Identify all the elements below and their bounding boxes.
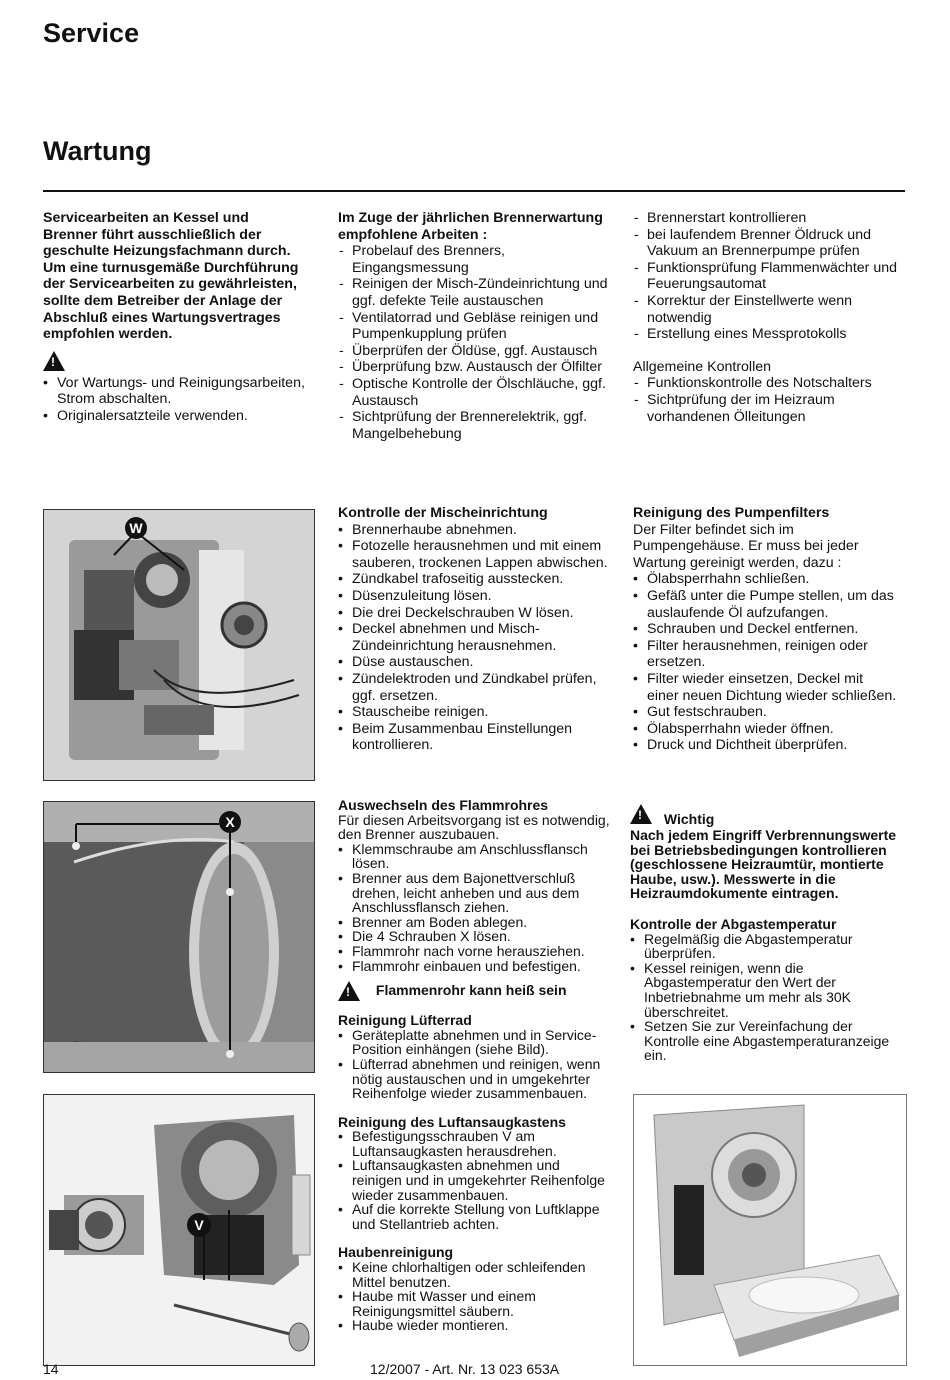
- list-item: • Brenner am Boden ablegen.: [338, 915, 613, 930]
- intro-text: Servicearbeiten an Kessel und Brenner führt ausschließlich der geschulte Heizungsfachmann durch. Um eine turnusgemäße Durchführung der Servicearbeiten zu gewährleisten, sollte dem Betreiber der Anlage der Abschluß eines Wartungsvertrages empfohlen werden.: [43, 210, 299, 343]
- checks-column: [633, 210, 908, 425]
- list-item: • Ölabsperrhahn wieder öffnen.: [633, 721, 898, 738]
- burner-mixing-photo: [43, 509, 315, 781]
- page-number: 14: [43, 1361, 59, 1377]
- pump-intro: Der Filter befindet sich im Pumpengehäuse. Er muss bei jeder Wartung gereinigt werden, dazu :: [633, 521, 859, 571]
- intro-column: [43, 210, 305, 425]
- important-text: Nach jedem Eingriff Verbrennungswerte bei Betriebsbedingungen kontrollieren (geschlossene Heizraumtür, montierte Haube, usw.). Messwerte in die Heizraumdokumente eintragen.: [630, 827, 897, 902]
- list-item: • Luftansaugkasten abnehmen und reinigen und in umgekehrter Reihenfolge wieder zusammenbauen.: [338, 1158, 613, 1202]
- list-item: • Druck und Dichtheit überprüfen.: [633, 737, 898, 754]
- general-heading: Allgemeine Kontrollen: [633, 358, 772, 375]
- list-item: • Kessel reinigen, wenn die Abgastemperatur den Wert der Inbetriebnahme um mehr als 30K überschreitet.: [630, 961, 905, 1019]
- air-intake-photo: [633, 1094, 907, 1366]
- list-item: • Flammrohr nach vorne herausziehen.: [338, 944, 613, 959]
- pump-list: [633, 571, 898, 754]
- fan-heading: Reinigung Lüfterrad: [338, 1012, 472, 1029]
- list-item: • Filter wieder einsetzen, Deckel mit einer neuen Dichtung wieder schließen.: [633, 671, 898, 704]
- w-marker: W: [129, 520, 143, 536]
- x-marker: X: [225, 814, 235, 830]
- flame-tube-section: [338, 798, 613, 1333]
- list-item: • Flammrohr einbauen und befestigen.: [338, 959, 613, 974]
- list-item: • Auf die korrekte Stellung von Luftklappe und Stellantrieb achten.: [338, 1202, 613, 1231]
- annual-heading: Im Zuge der jährlichen Brennerwartung empfohlene Arbeiten :: [338, 210, 603, 243]
- flame-tube-list: [338, 842, 613, 973]
- list-item: • Düse austauschen.: [338, 654, 613, 671]
- warning-icon: !: [630, 804, 652, 824]
- exhaust-heading: Kontrolle der Abgastemperatur: [630, 915, 837, 932]
- flame-tube-heading: Auswechseln des Flammrohres: [338, 797, 549, 813]
- list-item: • Keine chlorhaltigen oder schleifenden Mittel benutzen.: [338, 1260, 613, 1289]
- list-item: • Beim Zusammenbau Einstellungen kontrollieren.: [338, 721, 613, 754]
- list-item: • Zündelektroden und Zündkabel prüfen, ggf. ersetzen.: [338, 671, 613, 704]
- list-item: • Haube wieder montieren.: [338, 1318, 613, 1333]
- list-item: • Geräteplatte abnehmen und in Service-Position einhängen (siehe Bild).: [338, 1028, 613, 1057]
- page-title: Wartung: [43, 136, 152, 166]
- list-item: - Erstellung eines Messprotokolls: [633, 326, 908, 343]
- flame-tube-photo: [43, 801, 315, 1073]
- cover-heading: Haubenreinigung: [338, 1244, 454, 1261]
- list-item: - Überprüfen der Öldüse, ggf. Austausch: [338, 343, 608, 360]
- flame-tube-intro: Für diesen Arbeitsvorgang ist es notwendig, den Brenner auszubauen.: [338, 811, 610, 843]
- list-item: • Gefäß unter die Pumpe stellen, um das auslaufende Öl aufzufangen.: [633, 588, 898, 621]
- mixing-heading: Kontrolle der Mischeinrichtung: [338, 505, 548, 521]
- exhaust-list: [630, 932, 905, 1063]
- air-intake-heading: Reinigung des Luftansaugkastens: [338, 1113, 566, 1130]
- hot-warning: ! Flammenrohr kann heiß sein: [338, 981, 613, 1001]
- list-item: • Gut festschrauben.: [633, 704, 898, 721]
- list-item: - Funktionskontrolle des Notschalters: [633, 375, 908, 392]
- burner-check-list: [633, 210, 908, 343]
- list-item: • Brennerhaube abnehmen.: [338, 522, 613, 539]
- list-item: • Düsenzuleitung lösen.: [338, 588, 613, 605]
- list-item: - Ventilatorrad und Gebläse reinigen und Pumpenkupplung prüfen: [338, 310, 608, 343]
- list-item: • Ölabsperrhahn schließen.: [633, 571, 898, 588]
- list-item: - Reinigen der Misch-Zündeinrichtung und ggf. defekte Teile austauschen: [338, 276, 608, 309]
- safety-list: [43, 375, 305, 425]
- list-item: - Brennerstart kontrollieren: [633, 210, 908, 227]
- air-intake-list: [338, 1129, 613, 1231]
- list-item: • Haube mit Wasser und einem Reinigungsmittel säubern.: [338, 1289, 613, 1318]
- list-item: • Originalersatzteile verwenden.: [43, 408, 305, 425]
- list-item: - Probelauf des Brenners, Eingangsmessung: [338, 243, 608, 276]
- section-title: Service: [43, 18, 140, 48]
- list-item: • Die drei Deckelschrauben W lösen.: [338, 605, 613, 622]
- fan-service-photo: [43, 1094, 315, 1366]
- annual-list: [338, 243, 608, 442]
- important-label: ! Wichtig: [630, 804, 905, 824]
- warning-icon: !: [338, 981, 360, 1001]
- pump-filter-section: [633, 505, 898, 754]
- mixing-section: [338, 505, 613, 754]
- list-item: - Überprüfung bzw. Austausch der Ölfilter: [338, 359, 608, 376]
- divider: [43, 190, 905, 192]
- list-item: • Befestigungsschrauben V am Luftansaugkasten herausdrehen.: [338, 1129, 613, 1158]
- list-item: • Die 4 Schrauben X lösen.: [338, 929, 613, 944]
- list-item: - Optische Kontrolle der Ölschläuche, ggf. Austausch: [338, 376, 608, 409]
- list-item: - Sichtprüfung der Brennerelektrik, ggf. Mangelbehebung: [338, 409, 608, 442]
- list-item: • Lüfterrad abnehmen und reinigen, wenn nötig austauschen und in umgekehrter Reihenfolge wieder zusammenbauen.: [338, 1057, 613, 1101]
- list-item: • Filter herausnehmen, reinigen oder ersetzen.: [633, 638, 898, 671]
- list-item: • Regelmäßig die Abgastemperatur überprüfen.: [630, 932, 905, 961]
- list-item: - Funktionsprüfung Flammenwächter und Feuerungsautomat: [633, 260, 908, 293]
- pump-heading: Reinigung des Pumpenfilters: [633, 505, 830, 521]
- general-check-list: [633, 375, 908, 425]
- article-reference: 12/2007 - Art. Nr. 13 023 653A: [370, 1361, 560, 1377]
- list-item: • Vor Wartungs- und Reinigungsarbeiten, Strom abschalten.: [43, 375, 305, 408]
- list-item: • Klemmschraube am Anschlussflansch lösen.: [338, 842, 613, 871]
- list-item: - Sichtprüfung der im Heizraum vorhandenen Ölleitungen: [633, 392, 908, 425]
- warning-icon: !: [43, 351, 305, 371]
- mixing-list: [338, 522, 613, 754]
- list-item: • Deckel abnehmen und Misch- Zündeinrichtung herausnehmen.: [338, 621, 613, 654]
- v-marker: V: [194, 1217, 204, 1233]
- list-item: • Brenner aus dem Bajonettverschluß drehen, leicht anheben und aus dem Anschlussflansch ziehen.: [338, 871, 613, 915]
- list-item: • Fotozelle herausnehmen und mit einem sauberen, trockenen Lappen abwischen.: [338, 538, 613, 571]
- important-section: [630, 804, 905, 1063]
- list-item: • Stauscheibe reinigen.: [338, 704, 613, 721]
- list-item: • Setzen Sie zur Vereinfachung der Kontrolle eine Abgastemperaturanzeige ein.: [630, 1019, 905, 1063]
- list-item: • Zündkabel trafoseitig ausstecken.: [338, 571, 613, 588]
- list-item: • Schrauben und Deckel entfernen.: [633, 621, 898, 638]
- fan-list: [338, 1028, 613, 1101]
- list-item: - Korrektur der Einstellwerte wenn notwendig: [633, 293, 908, 326]
- annual-maintenance-column: [338, 210, 608, 442]
- list-item: - bei laufendem Brenner Öldruck und Vakuum an Brennerpumpe prüfen: [633, 227, 908, 260]
- cover-list: [338, 1260, 613, 1333]
